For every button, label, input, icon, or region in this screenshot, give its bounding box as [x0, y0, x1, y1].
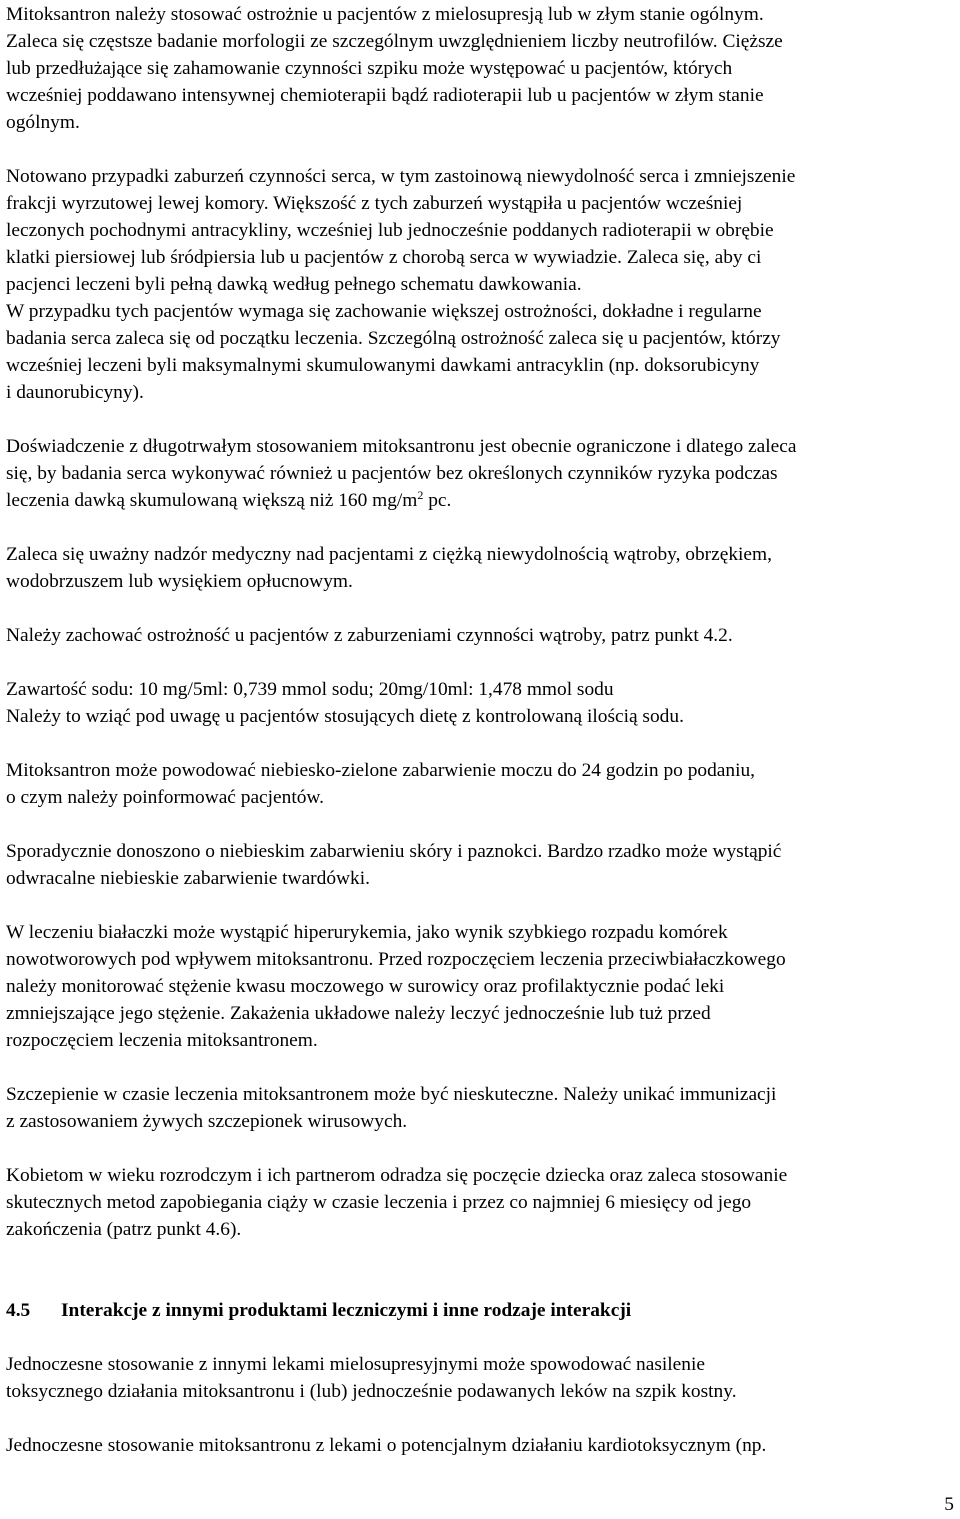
paragraph-sodium-content: Zawartość sodu: 10 mg/5ml: 0,739 mmol sodu; 20mg/10ml: 1,478 mmol sodu Należy to wziąć pod uwagę u pacjentów stosujących dietę z kontrolowaną ilością sodu. — [6, 679, 684, 727]
paragraph-long-term-experience — [6, 433, 946, 514]
paragraph-urine-discoloration: Mitoksantron może powodować niebiesko-zielone zabarwienie moczu do 24 godzin po podaniu, o czym należy poinformować pacjentów. — [6, 760, 756, 808]
section-heading — [6, 1297, 946, 1324]
dose-unit-superscript: 2 — [417, 488, 424, 502]
section-number: 4.5 — [6, 1300, 31, 1321]
paragraph-hyperuricemia: W leczeniu białaczki może wystąpić hiperurykemia, jako wynik szybkiego rozpadu komórek nowotworowych pod wpływem mitoksantronu. Przed rozpoczęciem leczenia przeciwbiałaczkowego należy monitorować stężenie kwasu moczowego w surowicy oraz profilaktycznie podać leki zmniejszające jego stężenie. Zakażenia układowe należy leczyć jednocześnie lub tuż przed rozpoczęciem leczenia mitoksantronem. — [6, 922, 786, 1051]
paragraph-contraception: Kobietom w wieku rozrodczym i ich partnerom odradza się poczęcie dziecka oraz zaleca stosowanie skutecznych metod zapobiegania ciąży w czasie leczenia i przez co najmniej 6 miesięcy od jego zakończenia (patrz punkt 4.6). — [6, 1165, 788, 1240]
paragraph-myelosuppressive-interaction: Jednoczesne stosowanie z innymi lekami mielosupresyjnymi może spowodować nasilenie toksycznego działania mitoksantronu i (lub) jednocześnie podawanych leków na szpik kostny. — [6, 1354, 737, 1402]
document-page — [6, 1, 946, 1486]
section-title: Interakcje z innymi produktami leczniczymi i inne rodzaje interakcji — [61, 1300, 632, 1321]
dose-suffix: pc. — [423, 490, 452, 511]
page-number: 5 — [944, 1494, 954, 1515]
paragraph-hepatic-caution: Należy zachować ostrożność u pacjentów z zaburzeniami czynności wątroby, patrz punkt 4.2. — [6, 625, 733, 646]
paragraph-long-term-text: Doświadczenie z długotrwałym stosowaniem mitoksantronu jest obecnie ograniczone i dlatego zaleca się, by badania serca wykonywać również u pacjentów bez określonych czynników ryzyka podczas leczenia dawką skumulowaną większą niż 160 mg/m — [6, 436, 797, 511]
paragraph-vaccination: Szczepienie w czasie leczenia mitoksantronem może być nieskuteczne. Należy unikać immunizacji z zastosowaniem żywych szczepionek wirusowych. — [6, 1084, 777, 1132]
paragraph-cardiac-disorders: Notowano przypadki zaburzeń czynności serca, w tym zastoinową niewydolność serca i zmniejszenie frakcji wyrzutowej lewej komory. Większość z tych zaburzeń wystąpiła u pacjentów wcześniej leczonych pochodnymi antracykliny, wcześniej lub jednocześnie poddanych radioterapii w obrębie klatki piersiowej lub śródpiersia lub u pacjentów z chorobą serca w wywiadzie. Zaleca się, aby ci pacjenci leczeni byli pełną dawką według pełnego schematu dawkowania. W przypadku tych pacjentów wymaga się zachowanie większej ostrożności, dokładne i regularne badania serca zaleca się od początku leczenia. Szczególną ostrożność zaleca się u pacjentów, którzy wcześniej leczeni byli maksymalnymi skumulowanymi dawkami antracyklin (np. doksorubicyny i daunorubicyny). — [6, 166, 796, 403]
paragraph-skin-discoloration: Sporadycznie donoszono o niebieskim zabarwieniu skóry i paznokci. Bardzo rzadko może wystąpić odwracalne niebieskie zabarwienie twardówki. — [6, 841, 782, 889]
paragraph-myelosuppression: Mitoksantron należy stosować ostrożnie u pacjentów z mielosupresją lub w złym stanie ogólnym. Zaleca się częstsze badanie morfologii ze szczególnym uwzględnieniem liczby neutrofilów. Cięższe lub przedłużające się zahamowanie czynności szpiku może występować u pacjentów, których wcześniej poddawano intensywnej chemioterapii bądź radioterapii lub u pacjentów w złym stanie ogólnym. — [6, 4, 783, 133]
paragraph-cardiotoxic-interaction: Jednoczesne stosowanie mitoksantronu z lekami o potencjalnym działaniu kardiotoksycznym (np. — [6, 1435, 767, 1456]
paragraph-hepatic-insufficiency: Zaleca się uważny nadzór medyczny nad pacjentami z ciężką niewydolnością wątroby, obrzękiem, wodobrzuszem lub wysiękiem opłucnowym. — [6, 544, 772, 592]
